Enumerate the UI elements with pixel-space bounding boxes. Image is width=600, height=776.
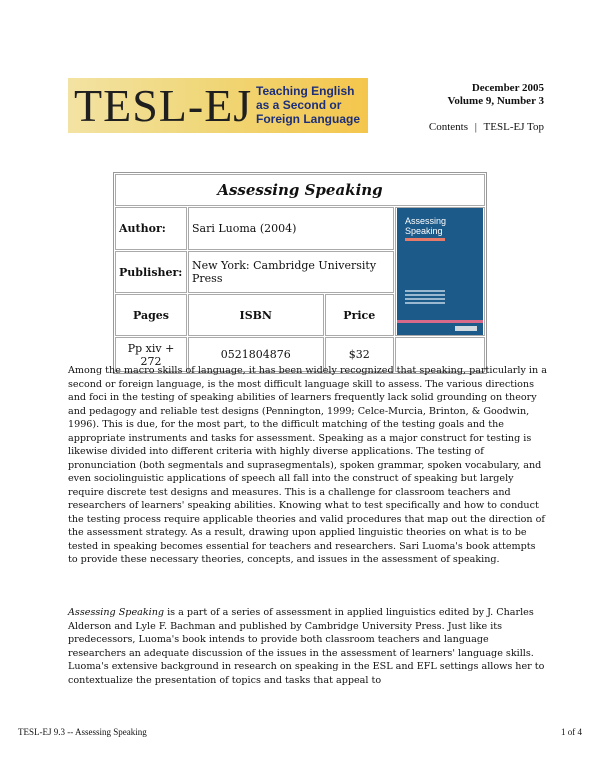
price-header: Price bbox=[325, 294, 394, 336]
paragraph-2-book-title: Assessing Speaking bbox=[68, 607, 165, 618]
publisher-value: New York: Cambridge University Press bbox=[188, 251, 394, 294]
author-label: Author: bbox=[115, 207, 187, 250]
isbn-value: 0521804876 bbox=[188, 337, 324, 372]
issue-info bbox=[447, 82, 544, 108]
review-paragraph-1: Among the macro skills of language, it has been widely recognized that speaking, particularly in a second or foreign language, is the most difficult language skill to assess. The various directions and foci in the testing of speaking abilities of learners frequently lack solid grounding on theory and pedagogy and reliable test designs (Pennington, 1999; Celce-Murcia, Brinton, & Goodwin, 1996). This is due, for the most part, to the difficult matching of the testing goals and the appropriate instruments and tasks for assessment. Speaking as a major construct for testing is likewise divided into different criteria with highly diverse applications. The testing of pronunciation (both segmentals and suprasegmentals), spoken grammar, spoken vocabulary, and even sociolinguistic applications of speech all fall into the construct of speaking but largely require discrete test designs and measures. This is a challenge for classroom teachers and researchers of learners' speaking abilities. Knowing what to test specifically and how to conduct the testing process require applicable theories and valid procedures that map out the direction of the assessment strategy. As a result, drawing upon applied linguistic theories on what is to be tested in speaking becomes essential for teachers and researchers. Sari Luoma's book attempts to provide these necessary theories, concepts, and issues in the assessment of speaking. bbox=[68, 365, 547, 565]
author-value: Sari Luoma (2004) bbox=[188, 207, 394, 250]
pages-value: Pp xiv + 272 bbox=[115, 337, 187, 372]
review-title: Assessing Speaking bbox=[115, 174, 485, 206]
review-paragraph-2 bbox=[68, 606, 548, 687]
top-nav bbox=[429, 121, 544, 133]
cover-stripe bbox=[397, 320, 483, 323]
tesl-ej-top-link[interactable]: TESL-EJ Top bbox=[483, 121, 544, 133]
cover-title: Assessing Speaking bbox=[405, 216, 447, 236]
issue-date: December 2005 bbox=[471, 82, 544, 94]
cover-publisher-logo bbox=[455, 326, 477, 331]
banner-tagline: Teaching English as a Second or Foreign Language bbox=[256, 84, 361, 126]
cover-series-lines bbox=[405, 290, 445, 308]
cover-author-bar bbox=[405, 238, 445, 241]
banner-wordmark: TESL-EJ bbox=[74, 80, 253, 131]
isbn-header: ISBN bbox=[188, 294, 324, 336]
footer-page-number: 1 of 4 bbox=[561, 727, 582, 737]
paragraph-2-text: is a part of a series of assessment in applied linguistics edited by J. Charles Alderson and Lyle F. Bachman and published by Cambridge University Press. Just like its predecessors, Luoma's book intends to provide both classroom teachers and language researchers an adequate discussion of the issues in the assessment of learners' language skills. Luoma's extensive background in research on speaking in the ESL and EFL settings allows her to contextualize the presentation of topics and tasks that appeal to bbox=[68, 607, 545, 686]
price-value: $32 bbox=[325, 337, 394, 372]
pages-header: Pages bbox=[115, 294, 187, 336]
book-cover-image bbox=[397, 208, 483, 335]
tesl-ej-banner-logo bbox=[68, 78, 368, 133]
contents-link[interactable]: Contents bbox=[428, 121, 469, 133]
issue-volume: Volume 9, Number 3 bbox=[447, 95, 544, 107]
publisher-label: Publisher: bbox=[115, 251, 187, 294]
nav-separator: | bbox=[474, 121, 477, 133]
review-info-table bbox=[113, 172, 487, 374]
book-cover-cell bbox=[395, 207, 485, 336]
footer-document-title: TESL-EJ 9.3 -- Assessing Speaking bbox=[18, 727, 147, 737]
